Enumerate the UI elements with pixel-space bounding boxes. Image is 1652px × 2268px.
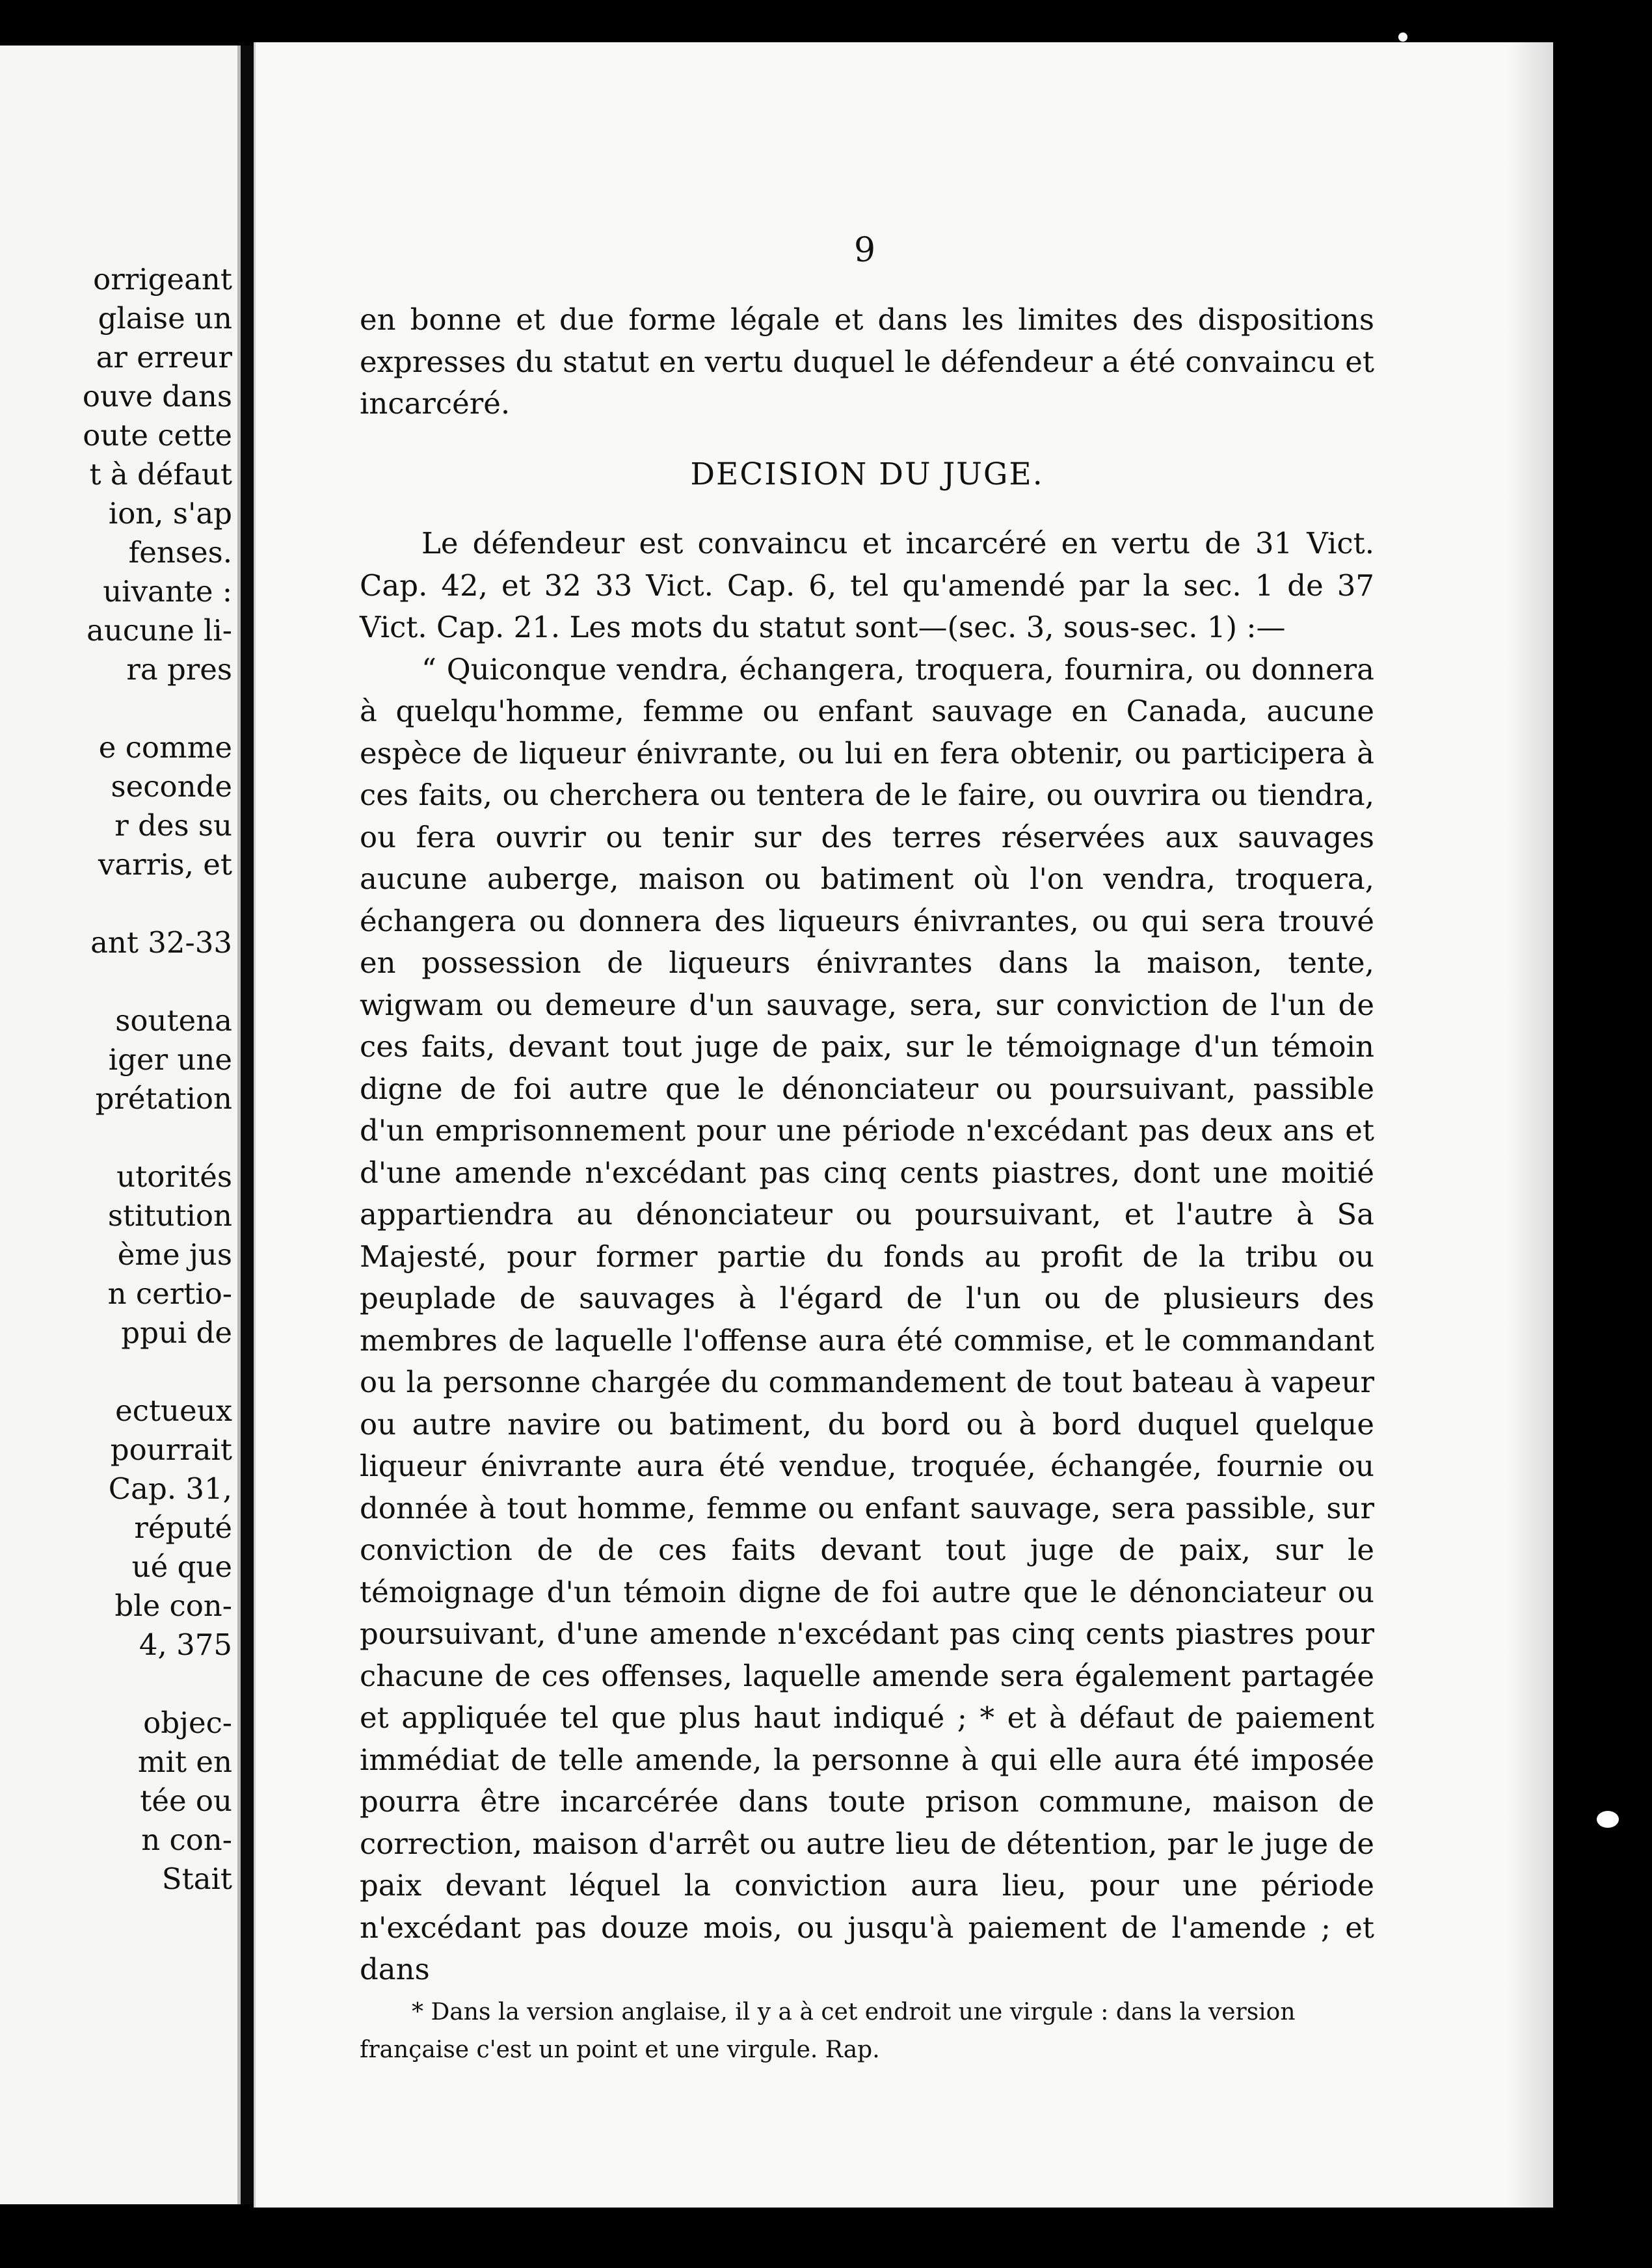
left-column-line: ouve dans: [82, 379, 232, 414]
left-facing-page: [0, 46, 241, 2204]
page-body: [360, 299, 1374, 2066]
left-column-line: r des su: [114, 808, 232, 843]
left-column-line: ectueux: [115, 1393, 232, 1428]
left-column-line: réputé: [134, 1510, 232, 1545]
left-column-line: seconde: [111, 769, 232, 804]
left-column-line: 4, 375: [139, 1628, 232, 1662]
footnote-line-1: * Dans la version anglaise, il y a à cet endroit une virgule : dans la version: [412, 1998, 1296, 2025]
left-column-line: Cap. 31,: [108, 1471, 232, 1506]
scan-speck: [1398, 33, 1407, 42]
left-column-line: prétation: [95, 1081, 232, 1116]
left-column-line: fenses.: [128, 535, 232, 570]
left-column-line: glaise un: [98, 301, 232, 336]
left-column-line: ion, s'ap: [108, 496, 232, 531]
left-column-line: ra pres: [126, 652, 232, 687]
left-column-line: ué que: [131, 1549, 232, 1584]
right-page: [254, 42, 1553, 2208]
footnote-line-2: française c'est un point et une virgule. Rap.: [360, 2036, 880, 2063]
left-column-line: ar erreur: [96, 340, 232, 375]
left-column-line: soutena: [115, 1003, 232, 1038]
left-column-line: e comme: [98, 730, 232, 765]
page-number: 9: [854, 231, 876, 270]
scan-speck: [1597, 1811, 1619, 1828]
left-column-line: t à défaut: [89, 457, 232, 492]
section-heading: DECISION DU JUGE.: [690, 456, 1044, 492]
left-column-line: pourrait: [110, 1432, 232, 1467]
left-column-line: utorités: [116, 1159, 232, 1194]
left-column-line: n con-: [141, 1823, 232, 1857]
left-column-line: aucune li-: [87, 613, 232, 648]
left-column-line: oute cette: [83, 418, 232, 453]
page-edge-shadow: [1508, 42, 1553, 2208]
left-column-line: varris, et: [98, 847, 232, 882]
left-column-line: ppui de: [121, 1315, 232, 1350]
left-column-line: uivante :: [103, 574, 232, 609]
left-column-line: ème jus: [117, 1237, 232, 1272]
left-column-line: mit en: [137, 1745, 232, 1779]
paragraph-statute-quote: “ Quiconque vendra, échangera, troquera, fournira, ou donnera à quelqu'homme, femme ou enfant sauvage en Canada, aucune espèce de liqueur énivrante, ou lui en fera obtenir, ou participera à ces faits, ou cherchera ou tentera de le faire, ou ouvrira ou tiendra, ou fera ouvrir ou tenir sur des terres réservées aux sauvages aucune auberge, maison ou batiment où l'on vendra, troquera, échangera ou donnera des liqueurs énivrantes, ou qui sera trouvé en possession de liqueurs énivrantes dans la maison, tente, wigwam ou demeure d'un sauvage, sera, sur conviction de l'un de ces faits, devant tout juge de paix, sur le témoignage d'un témoin digne de foi autre que le dénonciateur ou poursuivant, passible d'un emprisonnement pour une période n'excédant pas deux ans et d'une amende n'excédant pas cinq cents piastres, dont une moitié appartiendra au dénonciateur ou poursuivant, et l'autre à Sa Majesté, pour former partie du fonds au profit de la tribu ou peuplade de sauvages à l'égard de l'un ou de plusieurs des membres de laquelle l'offense aura été commise, et le commandant ou la personne chargée du commandement de tout bateau à vapeur ou autre navire ou batiment, du bord ou à bord duquel quelque liqueur énivrante aura été vendue, troquée, échangée, fournie ou donnée à tout homme, femme ou enfant sauvage, sera passible, sur conviction de de ces faits devant tout juge de paix, sur le témoignage d'un témoin digne de foi autre que le dénonciateur ou poursuivant, d'une amende n'excédant pas cinq cents piastres pour chacune de ces offenses, laquelle amende sera également partagée et appliquée tel que plus haut indiqué ; * et à défaut de paiement immédiat de telle amende, la personne à qui elle aura été imposée pourra être incarcérée dans toute prison commune, maison de correction, maison d'arrêt ou autre lieu de détention, par le juge de paix devant léquel la conviction aura lieu, pour une période n'excédant pas douze mois, ou jusqu'à paiement de l'amende ; et dans: [360, 652, 1374, 1986]
opening-paragraph: en bonne et due forme légale et dans les limites des dispositions expresses du statut en vertu duquel le défendeur a été convaincu et incarcéré.: [360, 302, 1374, 421]
left-column-line: ble con-: [114, 1589, 232, 1623]
left-column-line: stitution: [107, 1198, 232, 1233]
left-column-line: orrigeant: [93, 262, 232, 297]
left-column-line: iger une: [108, 1042, 232, 1077]
left-column-line: n certio-: [107, 1276, 232, 1311]
left-column-line: tée ou: [140, 1784, 232, 1818]
left-column-line: objec-: [143, 1706, 232, 1740]
left-column-line: Stait: [161, 1862, 232, 1896]
left-column-line: ant 32-33: [90, 925, 232, 960]
paragraph-statute-reference: Le défendeur est convaincu et incarcéré en vertu de 31 Vict. Cap. 42, et 32 33 Vict. Cap. 6, tel qu'amendé par la sec. 1 de 37 Vict. Cap. 21. Les mots du statut sont—(sec. 3, sous-sec. 1) :—: [360, 526, 1374, 644]
